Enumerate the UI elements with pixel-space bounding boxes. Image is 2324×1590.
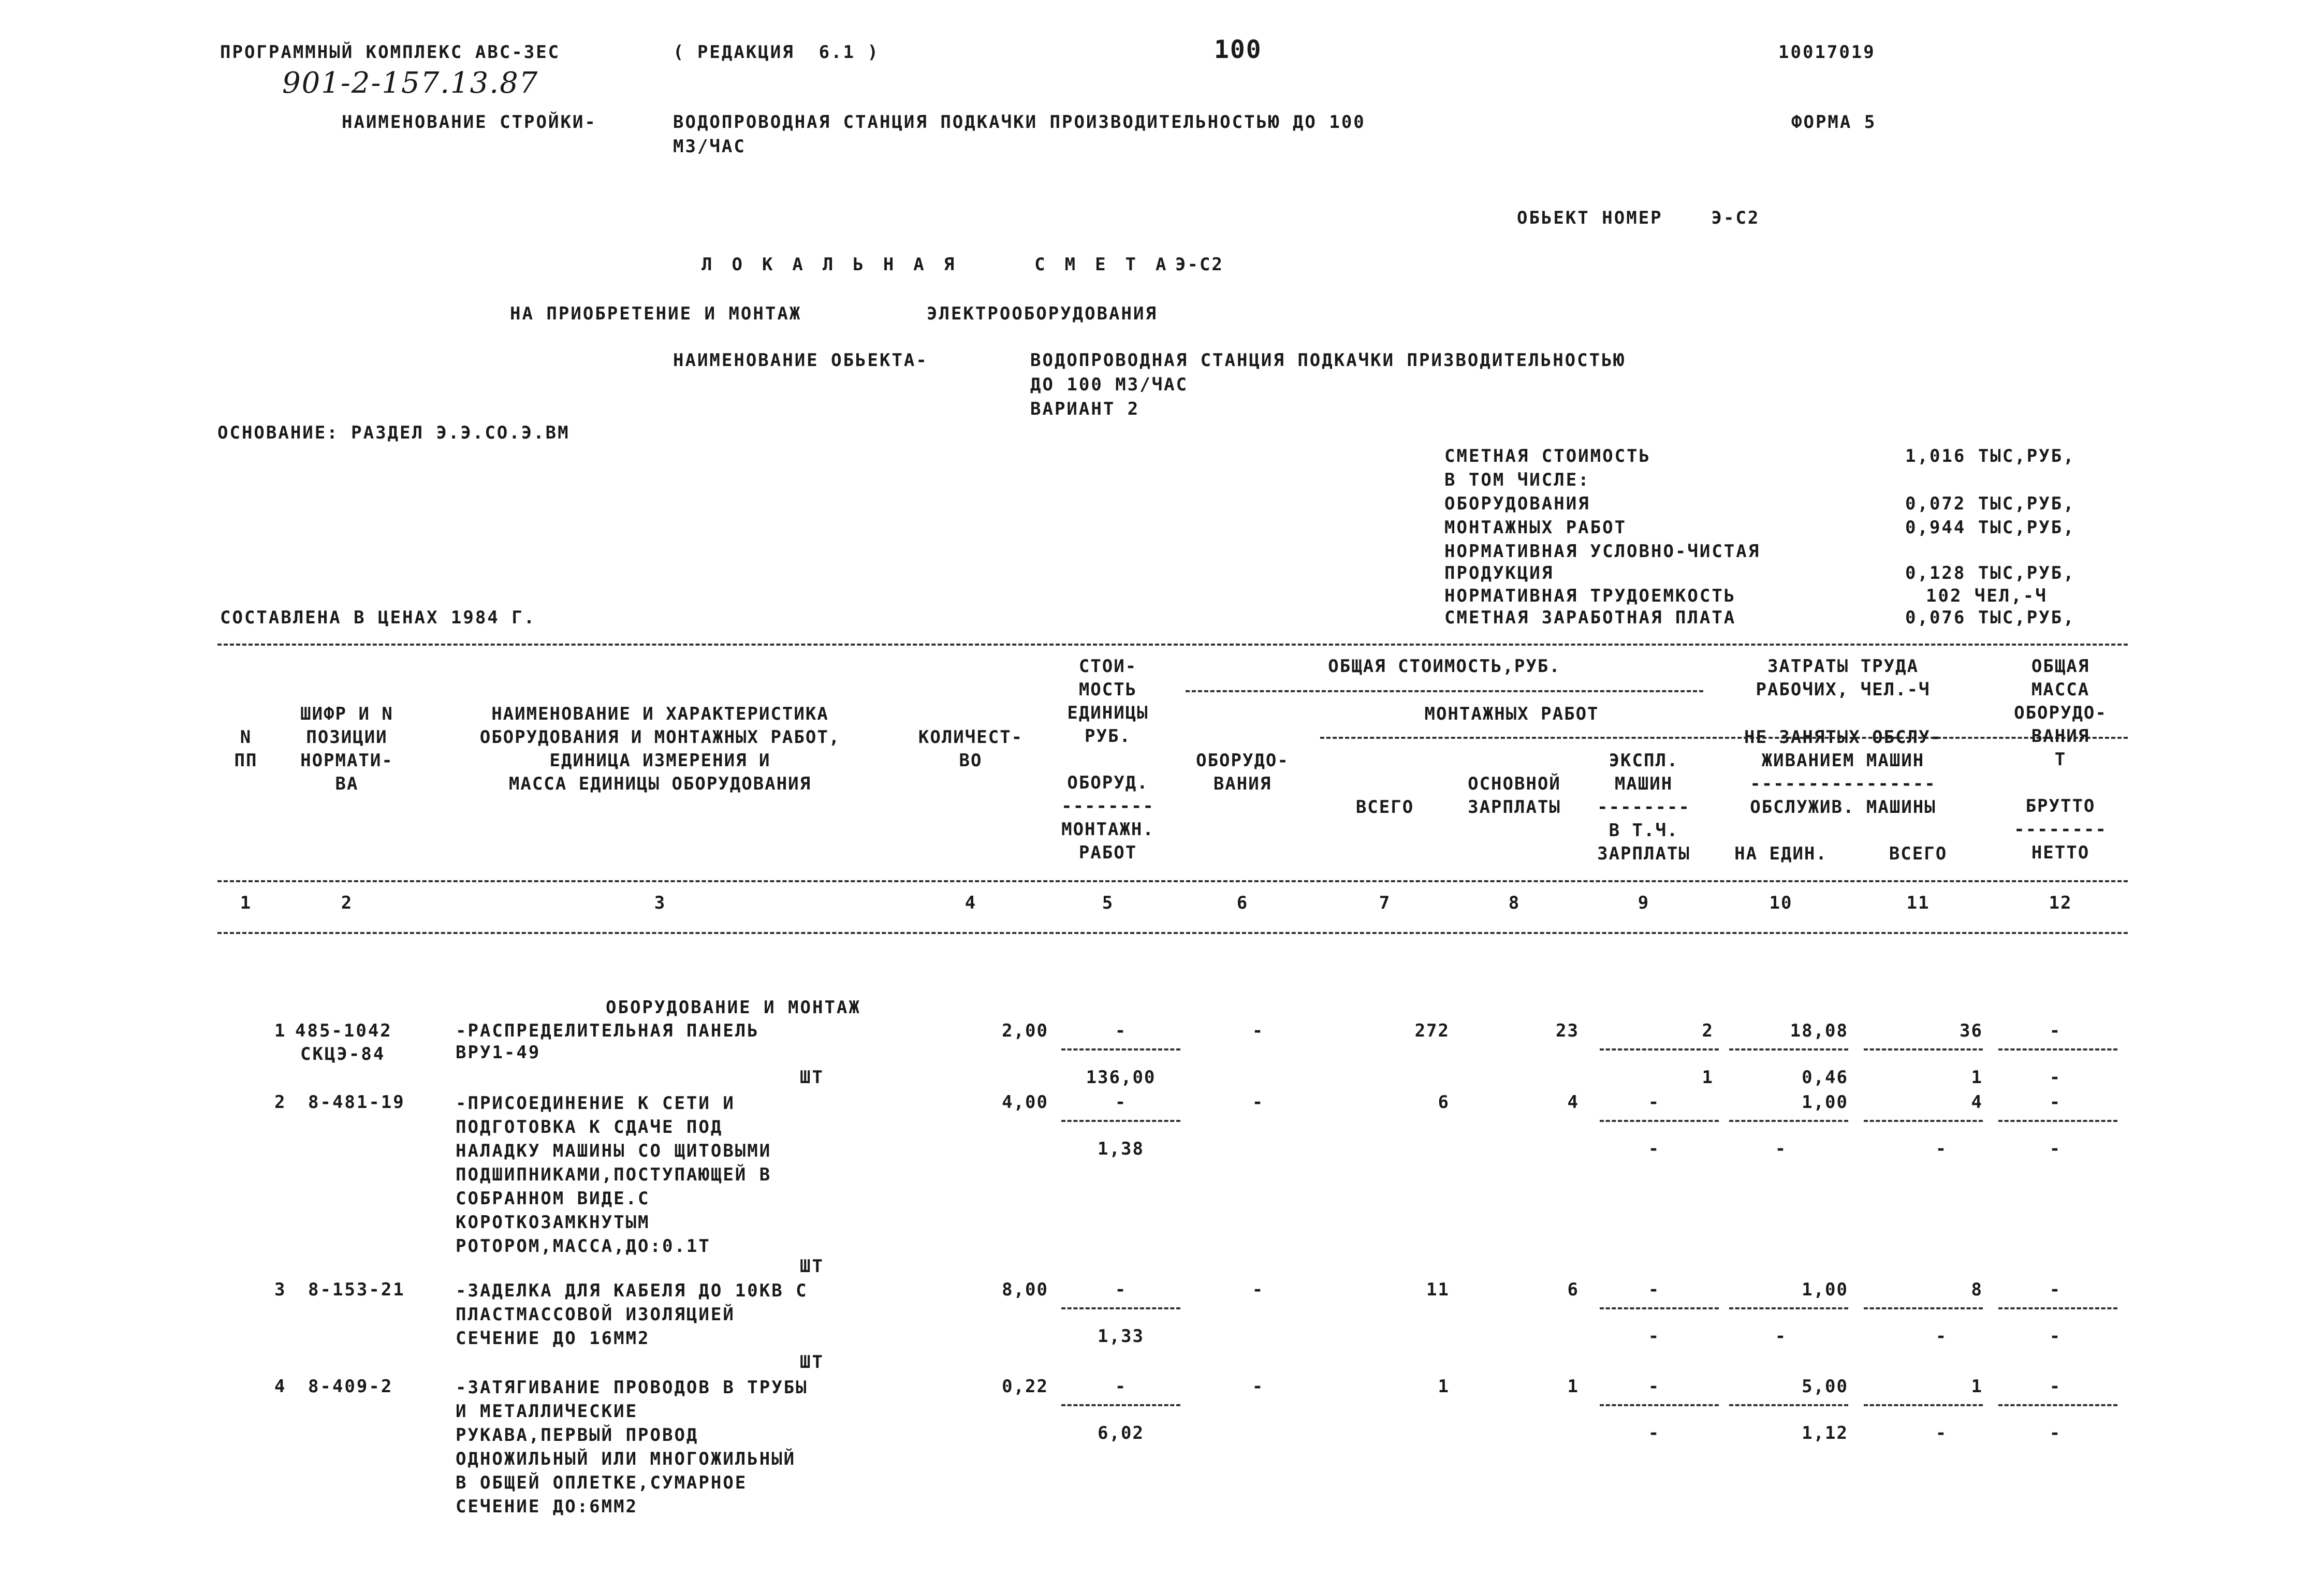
base-wage: 4 xyxy=(1567,1092,1579,1113)
labor-total: 4 xyxy=(1971,1092,1983,1113)
equipment-cost: - xyxy=(1252,1376,1264,1397)
column-number: 5 xyxy=(1102,893,1114,913)
header-norm-code: ШИФР И N ПОЗИЦИИ НОРМАТИ- ВА xyxy=(300,704,393,794)
labor-total-machines: - xyxy=(1935,1326,1948,1347)
mass-divider xyxy=(1998,1307,2117,1309)
header-labor-sub: НЕ ЗАНЯТЫХ ОБСЛУ- ЖИВАНИЕМ МАШИН ---------------- ОБСЛУЖИВ. МАШИНЫ xyxy=(1744,727,1942,818)
mass-net: - xyxy=(2049,1139,2062,1159)
item-description: -ЗАТЯГИВАНИЕ ПРОВОДОВ В ТРУБЫ И МЕТАЛЛИЧЕСКИЕ РУКАВА,ПЕРВЫЙ ПРОВОД ОДНОЖИЛЬНЫЙ ИЛИ МНОГОЖИЛЬНЫЙ В ОБЩЕЙ ОПЛЕТКЕ,СУМАРНОЕ СЕЧЕНИЕ ДО:6ММ2 xyxy=(456,1377,808,1517)
column-number: 3 xyxy=(654,893,666,913)
unit-cost-divider xyxy=(1061,1404,1180,1406)
installation-total: 11 xyxy=(1426,1279,1450,1300)
labor-total: 1 xyxy=(1971,1376,1983,1397)
mass-gross: - xyxy=(2049,1020,2062,1041)
installation-total: 6 xyxy=(1438,1092,1450,1113)
summary-value: 0,072 ТЫС,РУБ, xyxy=(1905,493,2075,514)
header-total-mass: ОБЩАЯ МАССА ОБОРУДО- ВАНИЯ Т БРУТТО -------- НЕТТО xyxy=(2014,656,2107,863)
row-number: 2 xyxy=(274,1092,287,1113)
subtitle-purpose: НА ПРИОБРЕТЕНИЕ И МОНТАЖ xyxy=(510,303,802,324)
mass-divider xyxy=(1998,1404,2117,1406)
summary-label: ОБОРУДОВАНИЯ xyxy=(1444,493,1590,514)
machine-wage: - xyxy=(1648,1423,1660,1443)
header-description: НАИМЕНОВАНИЕ И ХАРАКТЕРИСТИКА ОБОРУДОВАНИЯ И МОНТАЖНЫХ РАБОТ, ЕДИНИЦА ИЗМЕРЕНИЯ И МАССА ЕДИНИЦЫ ОБОРУДОВАНИЯ xyxy=(479,704,841,794)
header-base-wage: ОСНОВНОЙ ЗАРПЛАТЫ xyxy=(1468,774,1561,818)
unit-cost-divider xyxy=(1061,1048,1180,1051)
header-install-total: ВСЕГО xyxy=(1355,797,1414,818)
summary-value: 0,128 ТЫС,РУБ, xyxy=(1905,563,2075,584)
summary-label: СМЕТНАЯ ЗАРАБОТНАЯ ПЛАТА xyxy=(1444,607,1736,628)
machine-cost: 2 xyxy=(1702,1020,1714,1041)
equipment-cost: - xyxy=(1252,1020,1264,1041)
norm-code: 8-409-2 xyxy=(308,1376,393,1397)
header-equipment: ОБОРУДО- ВАНИЯ xyxy=(1196,750,1289,794)
table-rule-top xyxy=(217,644,2128,646)
summary-label: ПРОДУКЦИЯ xyxy=(1444,563,1554,584)
labor-per-unit-machines: - xyxy=(1775,1326,1787,1347)
quantity: 8,00 xyxy=(1002,1279,1048,1300)
labor-total-divider xyxy=(1864,1404,1983,1406)
item-unit: ШТ xyxy=(800,1067,824,1088)
column-number: 12 xyxy=(2049,893,2072,913)
column-number: 10 xyxy=(1769,893,1793,913)
column-number: 6 xyxy=(1236,893,1249,913)
machine-divider xyxy=(1600,1048,1719,1051)
machine-cost: - xyxy=(1648,1279,1660,1300)
object-name: ВОДОПРОВОДНАЯ СТАНЦИЯ ПОДКАЧКИ ПРИЗВОДИТЕЛЬНОСТЬЮ xyxy=(1030,350,1626,371)
header-rule xyxy=(1186,690,1703,692)
unit-cost-equipment: - xyxy=(1115,1092,1127,1113)
column-number: 9 xyxy=(1638,893,1650,913)
price-level: СОСТАВЛЕНА В ЦЕНАХ 1984 Г. xyxy=(220,607,536,628)
machine-divider xyxy=(1600,1307,1719,1309)
header-row-number: N ПП xyxy=(234,727,258,771)
page-number: 100 xyxy=(1214,35,1262,64)
base-wage: 1 xyxy=(1567,1376,1579,1397)
header-labor-per-unit: НА ЕДИН. xyxy=(1734,843,1828,864)
unit-cost-installation: 6,02 xyxy=(1098,1423,1144,1443)
base-wage: 23 xyxy=(1556,1020,1579,1041)
norm-code-source: СКЦЭ-84 xyxy=(300,1044,386,1064)
header-unit-cost: СТОИ- МОСТЬ ЕДИНИЦЫ РУБ. ОБОРУД. -------- МОНТАЖН. РАБОТ xyxy=(1061,656,1154,863)
handwritten-project-code: 901-2-157.13.87 xyxy=(282,66,539,100)
row-number: 4 xyxy=(274,1376,287,1397)
construction-name-cont: М3/ЧАС xyxy=(673,136,746,157)
summary-value: 0,944 ТЫС,РУБ, xyxy=(1905,517,2075,538)
machine-wage: - xyxy=(1648,1139,1660,1159)
unit-cost-divider xyxy=(1061,1307,1180,1309)
form-number: ФОРМА 5 xyxy=(1791,112,1877,133)
object-variant: ВАРИАНТ 2 xyxy=(1030,399,1140,419)
object-name-cont: ДО 100 М3/ЧАС xyxy=(1030,374,1189,395)
object-number: ОБЬЕКТ НОМЕР Э-С2 xyxy=(1517,208,1760,228)
labor-total-machines: - xyxy=(1935,1423,1948,1443)
unit-cost-equipment: - xyxy=(1115,1020,1127,1041)
header-machines: ЭКСПЛ. МАШИН -------- В Т.Ч. ЗАРПЛАТЫ xyxy=(1597,750,1690,864)
summary-value: 0,076 ТЫС,РУБ, xyxy=(1905,607,2075,628)
column-number: 11 xyxy=(1906,893,1930,913)
header-quantity: КОЛИЧЕСТ- ВО xyxy=(918,727,1024,771)
machine-wage: 1 xyxy=(1702,1067,1714,1088)
labor-divider xyxy=(1729,1048,1848,1051)
item-unit: ШТ xyxy=(800,1256,824,1277)
norm-code: 8-481-19 xyxy=(308,1092,405,1113)
column-number: 4 xyxy=(964,893,977,913)
labor-per-unit-machines: 0,46 xyxy=(1802,1067,1848,1088)
labor-total-machines: 1 xyxy=(1971,1067,1983,1088)
unit-cost-installation: 1,33 xyxy=(1098,1326,1144,1347)
row-number: 1 xyxy=(274,1020,287,1041)
equipment-cost: - xyxy=(1252,1279,1264,1300)
norm-code: 8-153-21 xyxy=(308,1279,405,1300)
norm-code: 485-1042 xyxy=(295,1020,392,1041)
header-labor-total: ВСЕГО xyxy=(1889,843,1948,864)
labor-total-divider xyxy=(1864,1048,1983,1051)
construction-label: НАИМЕНОВАНИЕ СТРОЙКИ- xyxy=(342,112,597,133)
labor-total-divider xyxy=(1864,1307,1983,1309)
machine-divider xyxy=(1600,1404,1719,1406)
summary-label: НОРМАТИВНАЯ ТРУДОЕМКОСТЬ xyxy=(1444,586,1736,606)
base-wage: 6 xyxy=(1567,1279,1579,1300)
header-total-cost: ОБЩАЯ СТОИМОСТЬ,РУБ. xyxy=(1328,656,1561,677)
labor-per-unit: 1,00 xyxy=(1802,1279,1848,1300)
quantity: 2,00 xyxy=(1002,1020,1048,1041)
labor-total: 36 xyxy=(1960,1020,1983,1041)
labor-per-unit-machines: 1,12 xyxy=(1802,1423,1848,1443)
table-rule-numbers xyxy=(217,932,2128,934)
item-description: -ЗАДЕЛКА ДЛЯ КАБЕЛЯ ДО 10КВ С ПЛАСТМАССОВОЙ ИЗОЛЯЦИЕЙ СЕЧЕНИЕ ДО 16ММ2 xyxy=(456,1280,808,1349)
summary-label: В ТОМ ЧИСЛЕ: xyxy=(1444,470,1590,490)
mass-net: - xyxy=(2049,1067,2062,1088)
column-number: 8 xyxy=(1508,893,1521,913)
mass-gross: - xyxy=(2049,1279,2062,1300)
mass-divider xyxy=(1998,1120,2117,1122)
column-number: 1 xyxy=(240,893,252,913)
section-title: ОБОРУДОВАНИЕ И МОНТАЖ xyxy=(606,997,861,1018)
document-code: 10017019 xyxy=(1778,42,1876,63)
labor-divider xyxy=(1729,1307,1848,1309)
labor-total-machines: - xyxy=(1935,1139,1948,1159)
object-label: НАИМЕНОВАНИЕ ОБЬЕКТА- xyxy=(673,350,928,371)
summary-label: НОРМАТИВНАЯ УСЛОВНО-ЧИСТАЯ xyxy=(1444,541,1761,562)
column-number: 7 xyxy=(1379,893,1391,913)
table-rule-header xyxy=(217,880,2128,882)
item-description: -РАСПРЕДЕЛИТЕЛЬНАЯ ПАНЕЛЬ ВРУ1-49 xyxy=(456,1020,759,1063)
installation-total: 1 xyxy=(1438,1376,1450,1397)
mass-divider xyxy=(1998,1048,2117,1051)
estimate-code: Э-С2 xyxy=(1175,254,1224,275)
header-labor: ЗАТРАТЫ ТРУДА РАБОЧИХ, ЧЕЛ.-Ч xyxy=(1756,656,1931,700)
quantity: 0,22 xyxy=(1002,1376,1048,1397)
labor-per-unit: 18,08 xyxy=(1790,1020,1848,1041)
labor-per-unit-machines: - xyxy=(1775,1139,1787,1159)
item-unit: ШТ xyxy=(800,1352,824,1373)
unit-cost-installation: 136,00 xyxy=(1086,1067,1156,1088)
machine-divider xyxy=(1600,1120,1719,1122)
machine-cost: - xyxy=(1648,1376,1660,1397)
mass-gross: - xyxy=(2049,1092,2062,1113)
machine-wage: - xyxy=(1648,1326,1660,1347)
unit-cost-equipment: - xyxy=(1115,1376,1127,1397)
item-description: -ПРИСОЕДИНЕНИЕ К СЕТИ И ПОДГОТОВКА К СДАЧЕ ПОД НАЛАДКУ МАШИНЫ СО ЩИТОВЫМИ ПОДШИПНИКАМИ,ПОСТУПАЮЩЕЙ В СОБРАННОМ ВИДЕ.С КОРОТКОЗАМКНУТЫМ РОТОРОМ,МАССА,ДО:0.1Т xyxy=(456,1093,772,1257)
document-title: ЛОКАЛЬНАЯ СМЕТА xyxy=(701,254,1186,275)
summary-label: СМЕТНАЯ СТОИМОСТЬ xyxy=(1444,446,1651,466)
labor-divider xyxy=(1729,1404,1848,1406)
mass-net: - xyxy=(2049,1423,2062,1443)
column-number: 2 xyxy=(341,893,353,913)
program-edition: ( РЕДАКЦИЯ 6.1 ) xyxy=(673,42,880,63)
program-name: ПРОГРАММНЫЙ КОМПЛЕКС АВС-ЗЕС xyxy=(220,42,561,63)
unit-cost-divider xyxy=(1061,1120,1180,1122)
labor-per-unit: 1,00 xyxy=(1802,1092,1848,1113)
header-installation: МОНТАЖНЫХ РАБОТ xyxy=(1424,704,1599,724)
summary-label: МОНТАЖНЫХ РАБОТ xyxy=(1444,517,1627,538)
row-number: 3 xyxy=(274,1279,287,1300)
quantity: 4,00 xyxy=(1002,1092,1048,1113)
summary-value: 1,016 ТЫС,РУБ, xyxy=(1905,446,2075,466)
equipment-cost: - xyxy=(1252,1092,1264,1113)
labor-per-unit: 5,00 xyxy=(1802,1376,1848,1397)
machine-cost: - xyxy=(1648,1092,1660,1113)
labor-divider xyxy=(1729,1120,1848,1122)
unit-cost-installation: 1,38 xyxy=(1098,1139,1144,1159)
labor-total: 8 xyxy=(1971,1279,1983,1300)
mass-gross: - xyxy=(2049,1376,2062,1397)
basis: ОСНОВАНИЕ: РАЗДЕЛ Э.Э.СО.Э.ВМ xyxy=(217,422,570,443)
unit-cost-equipment: - xyxy=(1115,1279,1127,1300)
labor-total-divider xyxy=(1864,1120,1983,1122)
mass-net: - xyxy=(2049,1326,2062,1347)
subtitle-equipment: ЭЛЕКТРООБОРУДОВАНИЯ xyxy=(927,303,1158,324)
installation-total: 272 xyxy=(1414,1020,1450,1041)
summary-value: 102 ЧЕЛ,-Ч xyxy=(1926,586,2048,606)
construction-name: ВОДОПРОВОДНАЯ СТАНЦИЯ ПОДКАЧКИ ПРОИЗВОДИТЕЛЬНОСТЬЮ ДО 100 xyxy=(673,112,1366,133)
